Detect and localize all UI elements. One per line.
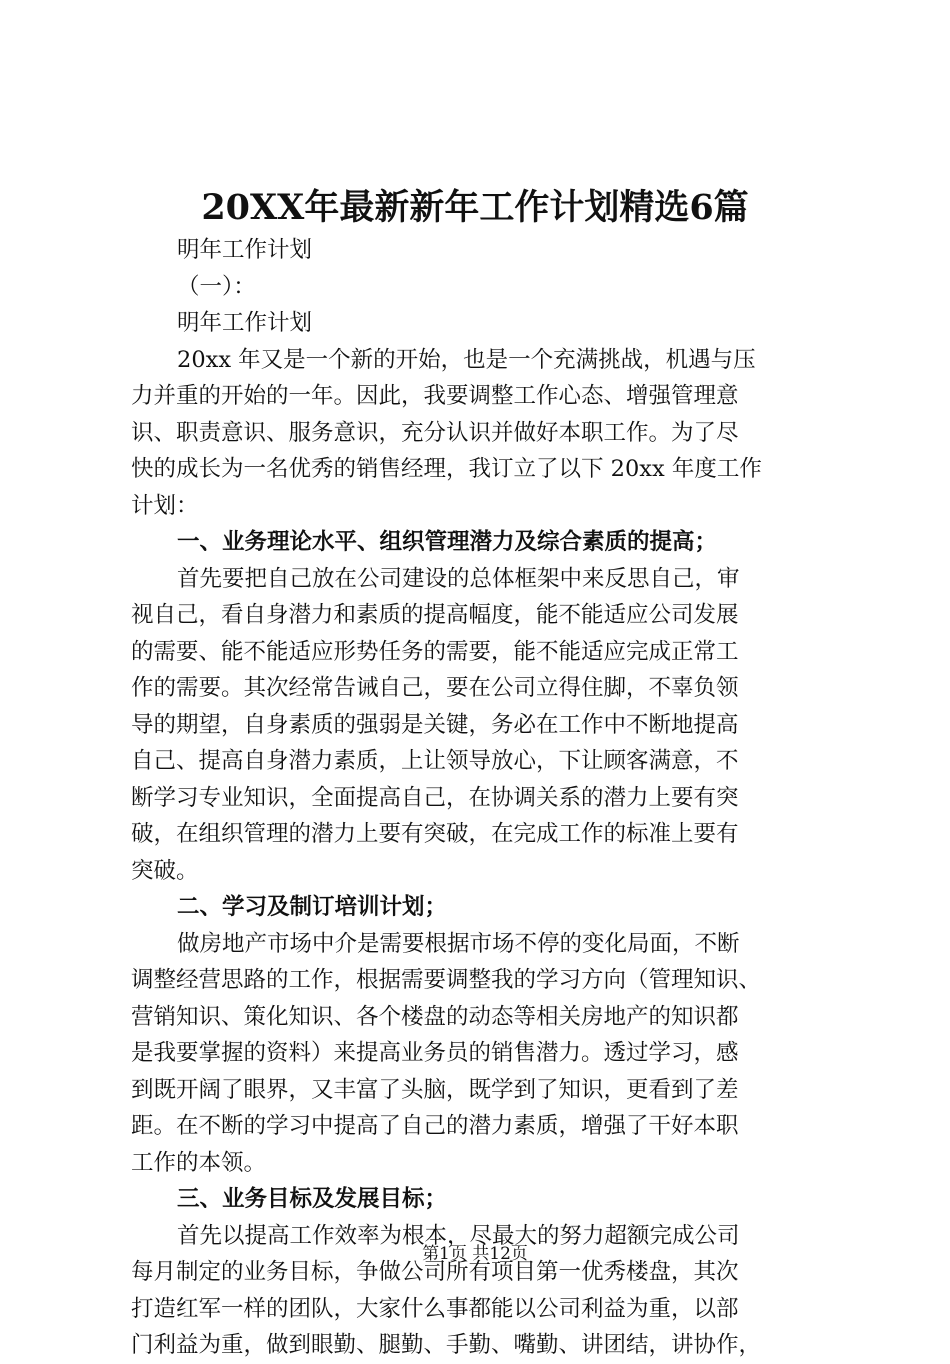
section-heading-2: 二、学习及制订培训计划； (177, 894, 448, 920)
paragraph-line: 是我要掌握的资料）来提高业务员的销售潜力。透过学习，感 (131, 1040, 739, 1066)
paragraph-line: 门利益为重，做到眼勤、腿勤、手勤、嘴勤、讲团结，讲协作， (131, 1332, 762, 1358)
page-footer: 第1页 共12页 (422, 1244, 528, 1264)
paragraph-line: 破，在组织管理的潜力上要有突破，在完成工作的标准上要有 (131, 821, 739, 847)
paragraph-line: 营销知识、策化知识、各个楼盘的动态等相关房地产的知识都 (131, 1003, 739, 1030)
paragraph-line: 到既开阔了眼界，又丰富了头脑，既学到了知识，更看到了差 (131, 1076, 739, 1103)
paragraph-line: 调整经营思路的工作，根据需要调整我的学习方向（管理知识、 (131, 967, 762, 993)
paragraph-line: 工作的本领。 (131, 1149, 267, 1176)
section-label: （一）： (177, 273, 256, 300)
paragraph-line: 的需要、能不能适应形势任务的需要，能不能适应完成正常工 (131, 638, 739, 665)
text-line: 明年工作计划 (177, 310, 313, 336)
paragraph-line: 做房地产市场中介是需要根据市场不停的变化局面，不断 (177, 930, 740, 957)
paragraph-line: 20xx 年又是一个新的开始，也是一个充满挑战，机遇与压 (177, 346, 756, 373)
document-body (131, 232, 831, 1364)
paragraph-line: 打造红军一样的团队，大家什么事都能以公司利益为重，以部 (131, 1295, 739, 1322)
paragraph-line: 计划： (131, 492, 199, 519)
paragraph-line: 每月制定的业务目标，争做公司所有项目第一优秀楼盘，其次 (131, 1259, 739, 1285)
paragraph-line: 力并重的开始的一年。因此，我要调整工作心态、增强管理意 (131, 383, 739, 409)
paragraph-line: 首先以提高工作效率为根本，尽最大的努力超额完成公司 (177, 1222, 740, 1249)
paragraph-line: 自己、提高自身潜力素质，上让领导放心，下让顾客满意，不 (131, 748, 739, 774)
paragraph-line: 首先要把自己放在公司建设的总体框架中来反思自己，审 (177, 565, 740, 592)
document-title: 20XX年最新新年工作计划精选6篇 (201, 187, 749, 228)
paragraph-line: 作的需要。其次经常告诫自己，要在公司立得住脚，不辜负领 (131, 675, 739, 701)
paragraph-line: 识、职责意识、服务意识，充分认识并做好本职工作。为了尽 (131, 419, 739, 446)
paragraph-line: 突破。 (131, 857, 199, 884)
paragraph-line: 距。在不断的学习中提高了自己的潜力素质，增强了干好本职 (131, 1113, 739, 1139)
section-heading-1: 一、业务理论水平、组织管理潜力及综合素质的提高； (177, 529, 718, 555)
paragraph-line: 断学习专业知识，全面提高自己，在协调关系的潜力上要有突 (131, 784, 739, 811)
paragraph-line: 视自己，看自身潜力和素质的提高幅度，能不能适应公司发展 (131, 602, 739, 628)
paragraph-line: 快的成长为一名优秀的销售经理，我订立了以下 20xx 年度工作 (131, 456, 762, 482)
section-heading-3: 三、业务目标及发展目标； (177, 1186, 448, 1212)
text-line: 明年工作计划 (177, 237, 313, 263)
paragraph-line: 导的期望，自身素质的强弱是关键，务必在工作中不断地提高 (131, 711, 739, 738)
